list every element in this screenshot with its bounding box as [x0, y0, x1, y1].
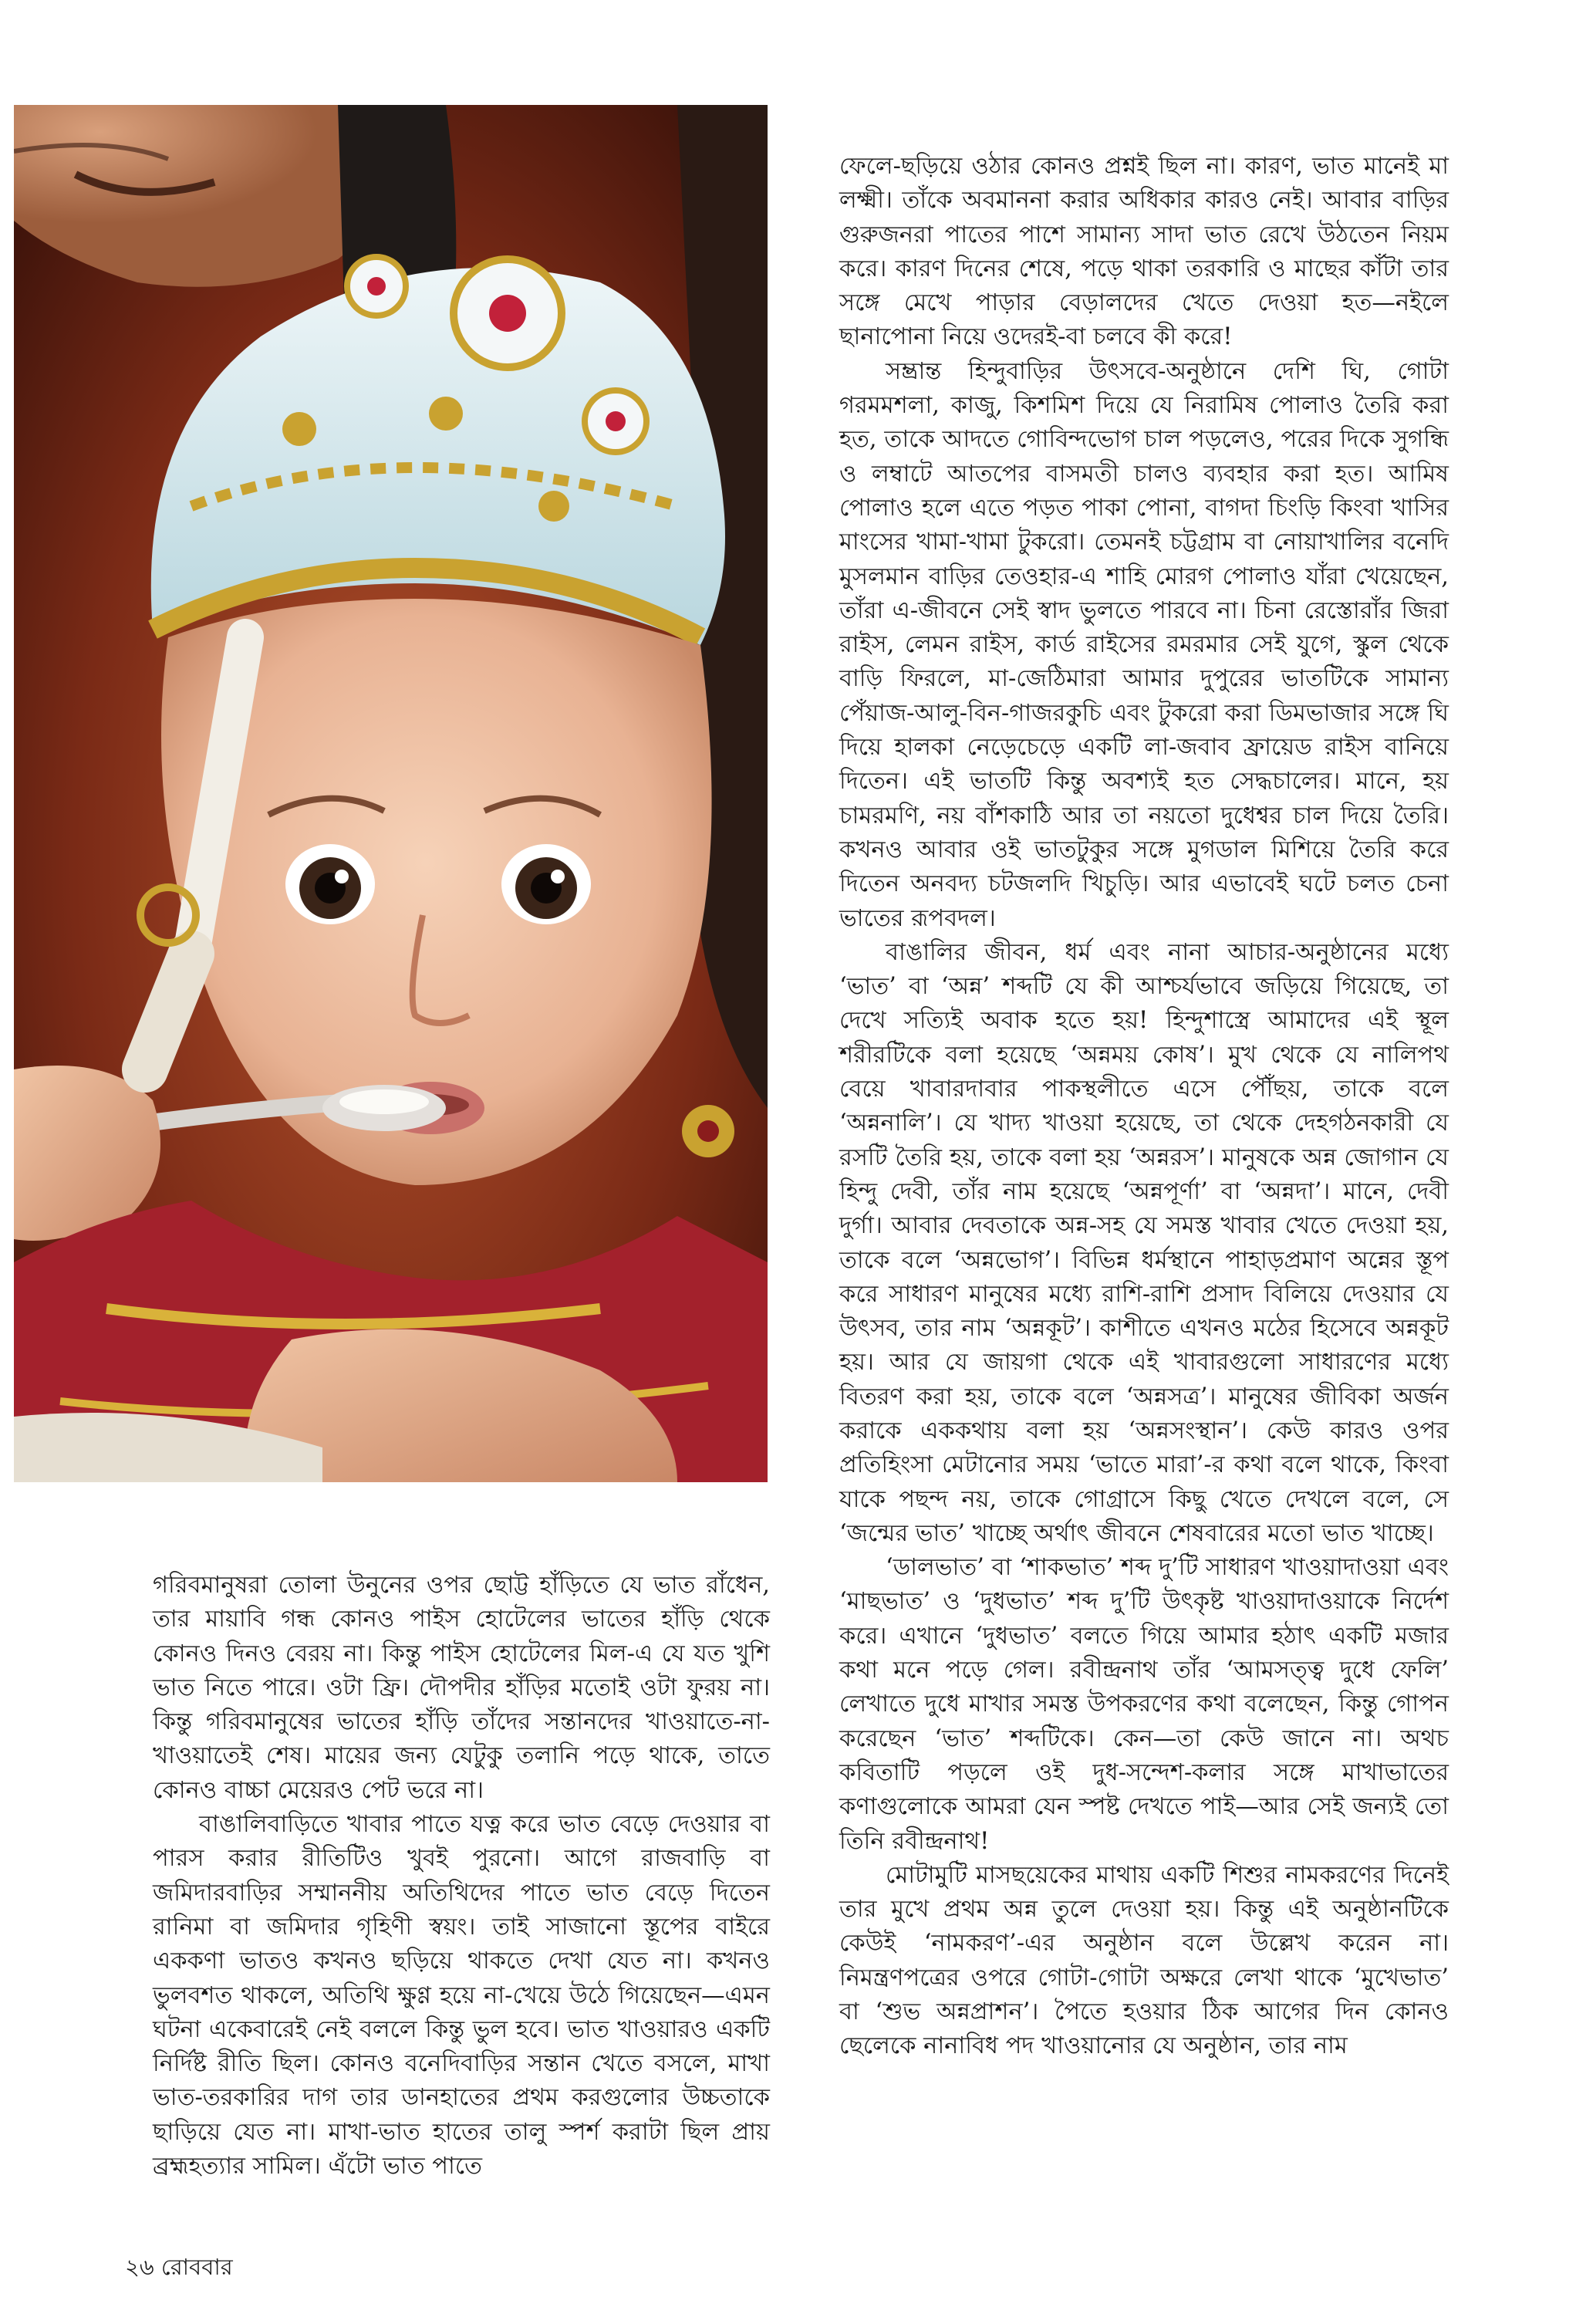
page-folio: ২৬ রোববার: [125, 2254, 233, 2280]
paragraph: ফেলে-ছড়িয়ে ওঠার কোনও প্রশ্নই ছিল না। কারণ, ভাত মানেই মা লক্ষ্মী। তাঁকে অবমাননা করার অধিকার কারও নেই। আবার বাড়ির গুরুজনরা পাতের পাশে সামান্য সাদা ভাত রেখে উঠতেন নিয়ম করে। কারণ দিনের শেষে, পড়ে থাকা তরকারি ও মাছের কাঁটা তার সঙ্গে মেখে পাড়ার বেড়ালদের খেতে দেওয়া হত—নইলে ছানাপোনা নিয়ে ওদেরই-বা চলবে কী করে!: [839, 153, 1449, 351]
paragraph: বাঙালির জীবন, ধর্ম এবং নানা আচার-অনুষ্ঠানের মধ্যে ‘ভাত’ বা ‘অন্ন’ শব্দটি যে কী আশ্চর্যভাবে জড়িয়ে গিয়েছে, তা দেখে সত্যিই অবাক হতে হয়! হিন্দুশাস্ত্রে আমাদের এই স্থূল শরীরটিকে বলা হয়েছে ‘অন্নময় কোষ’। মুখ থেকে যে নালিপথ বেয়ে খাবারদাবার পাকস্থলীতে এসে পৌঁছয়, তাকে বলে ‘অন্ননালি’। যে খাদ্য খাওয়া হয়েছে, তা থেকে দেহগঠনকারী যে রসটি তৈরি হয়, তাকে বলা হয় ‘অন্নরস’। মানুষকে অন্ন জোগান যে হিন্দু দেবী, তাঁর নাম হয়েছে ‘অন্নপূর্ণা’ বা ‘অন্নদা’। মানে, দেবী দুর্গা। আবার দেবতাকে অন্ন-সহ যে সমস্ত খাবার খেতে দেওয়া হয়, তাকে বলে ‘অন্নভোগ’। বিভিন্ন ধর্মস্থানে পাহাড়প্রমাণ অন্নের স্তূপ করে সাধারণ মানুষের মধ্যে রাশি-রাশি প্রসাদ বিলিয়ে দেওয়ার যে উৎসব, তার নাম ‘অন্নকূট’। কাশীতে এখনও মঠের হিসেবে অন্নকূট হয়। আর যে জায়গা থেকে এই খাবারগুলো সাধারণের মধ্যে বিতরণ করা হয়, তাকে বলে ‘অন্নসত্র’। মানুষের জীবিকা অর্জন করাকে এককথায় বলা হয় ‘অন্নসংস্থান’। কেউ কারও ওপর প্রতিহিংসা মেটানোর সময় ‘ভাতে মারা’-র কথা বলে থাকে, কিংবা যাকে পছন্দ নয়, তাকে গোগ্রাসে কিছু খেতে দেখলে বলে, সে ‘জন্মের ভাত’ খাচ্ছে অর্থাৎ জীবনে শেষবারের মতো ভাত খাচ্ছে।: [839, 938, 1449, 1547]
paragraph: ‘ডালভাত’ বা ‘শাকভাত’ শব্দ দু’টি সাধারণ খাওয়াদাওয়া এবং ‘মাছভাত’ ও ‘দুধভাত’ শব্দ দু’টি উৎকৃষ্ট খাওয়াদাওয়াকে নির্দেশ করে। এখানে ‘দুধভাত’ বলতে গিয়ে আমার হঠাৎ একটি মজার কথা মনে পড়ে গেল। রবীন্দ্রনাথ তাঁর ‘আমসত্ত্ব দুধে ফেলি’ লেখাতে দুধে মাখার সমস্ত উপকরণের কথা বলেছেন, কিন্তু গোপন করেছেন ‘ভাত’ শব্দটিকে। কেন—তা কেউ জানে না। অথচ কবিতাটি পড়লে ওই দুধ-সন্দেশ-কলার সঙ্গে মাখাভাতের কণাগুলোকে আমরা যেন স্পষ্ট দেখতে পাই—আর সেই জন্যই তো তিনি রবীন্দ্রনাথ!: [839, 1554, 1449, 1855]
paragraph: গরিবমানুষরা তোলা উনুনের ওপর ছোট্ট হাঁড়িতে যে ভাত রাঁধেন, তার মায়াবি গন্ধ কোনও পাইস হোটেলের ভাতের হাঁড়ি থেকে কোনও দিনও বেরয় না। কিন্তু পাইস হোটেলের মিল-এ যে যত খুশি ভাত নিতে পারে। ওটা ফ্রি। দৌপদীর হাঁড়ির মতোই ওটা ফুরয় না। কিন্তু গরিবমানুষের ভাতের হাঁড়ি তাঁদের সন্তানদের খাওয়াতে-না-খাওয়াতেই শেষ। মায়ের জন্য যেটুকু তলানি পড়ে থাকে, তাতে কোনও বাচ্চা মেয়েরও পেট ভরে না।: [153, 1572, 770, 1804]
paragraph: মোটামুটি মাসছয়েকের মাথায় একটি শিশুর নামকরণের দিনেই তার মুখে প্রথম অন্ন তুলে দেওয়া হয়। কিন্তু এই অনুষ্ঠানটিকে কেউই ‘নামকরণ’-এর অনুষ্ঠান বলে উল্লেখ করেন না। নিমন্ত্রণপত্রের ওপরে গোটা-গোটা অক্ষরে লেখা থাকে ‘মুখেভাত’ বা ‘শুভ অন্নপ্রাশন’। পৈতে হওয়ার ঠিক আগের দিন কোনও ছেলেকে নানাবিধ পদ খাওয়ানোর যে অনুষ্ঠান, তার নাম: [839, 1861, 1449, 2060]
photo-illustration: [14, 105, 768, 1482]
article-right-column: [839, 150, 1449, 2064]
paragraph: বাঙালিবাড়িতে খাবার পাতে যত্ন করে ভাত বেড়ে দেওয়ার বা পারস করার রীতিটিও খুবই পুরনো। আগে রাজবাড়ি বা জমিদারবাড়ির সম্মাননীয় অতিথিদের পাতে ভাত বেড়ে দিতেন রানিমা বা জমিদার গৃহিণী স্বয়ং। তাই সাজানো স্তূপের বাইরে এককণা ভাতও কখনও ছড়িয়ে থাকতে দেখা যেত না। কখনও ভুলবশত থাকলে, অতিথি ক্ষুণ্ণ হয়ে না-খেয়ে উঠে গিয়েছেন—এমন ঘটনা একেবারেই নেই বললে কিন্তু ভুল হবে। ভাত খাওয়ারও একটি নির্দিষ্ট রীতি ছিল। কোনও বনেদিবাড়ির সন্তান খেতে বসলে, মাখা ভাত-তরকারির দাগ তার ডানহাতের প্রথম করগুলোর উচ্চতাকে ছাড়িয়ে যেত না। মাখা-ভাত হাতের তালু স্পর্শ করাটা ছিল প্রায় ব্রহ্মহত্যার সামিল। এঁটো ভাত পাতে: [153, 1811, 770, 2180]
child-annaprashan-photo: [14, 105, 768, 1482]
paragraph: সম্ভ্রান্ত হিন্দুবাড়ির উৎসবে-অনুষ্ঠানে দেশি ঘি, গোটা গরমমশলা, কাজু, কিশমিশ দিয়ে যে নিরামিষ পোলাও তৈরি করা হত, তাকে আদতে গোবিন্দভোগ চাল পড়লেও, পরের দিকে সুগন্ধি ও লম্বাটে আতপের বাসমতী চালও ব্যবহার করা হত। আমিষ পোলাও হলে এতে পড়ত পাকা পোনা, বাগদা চিংড়ি কিংবা খাসির মাংসের খামা-খামা টুকরো। তেমনই চট্টগ্রাম বা নোয়াখালির বনেদি মুসলমান বাড়ির তেওহার-এ শাহি মোরগ পোলাও যাঁরা খেয়েছেন, তাঁরা এ-জীবনে সেই স্বাদ ভুলতে পারবে না। চিনা রেস্তোরাঁর জিরা রাইস, লেমন রাইস, কার্ড রাইসের রমরমার সেই যুগে, স্কুল থেকে বাড়ি ফিরলে, মা-জেঠিমারা আমার দুপুরের ভাতটিকে সামান্য পেঁয়াজ-আলু-বিন-গাজরকুচি এবং টুকরো করা ডিমভাজার সঙ্গে ঘি দিয়ে হালকা নেড়েচেড়ে একটি লা-জবাব ফ্রায়েড রাইস বানিয়ে দিতেন। এই ভাতটি কিন্তু অবশ্যই হত সেদ্ধচালের। মানে, হয় চামরমণি, নয় বাঁশকাঠি আর তা নয়তো দুধেশ্বর চাল দিয়ে তৈরি। কখনও আবার ওই ভাতটুকুর সঙ্গে মুগডাল মিশিয়ে তৈরি করে দিতেন অনবদ্য চটজলদি খিচুড়ি। আর এভাবেই ঘটে চলত চেনা ভাতের রূপবদল।: [839, 357, 1449, 932]
article-left-column: [153, 1569, 770, 2184]
